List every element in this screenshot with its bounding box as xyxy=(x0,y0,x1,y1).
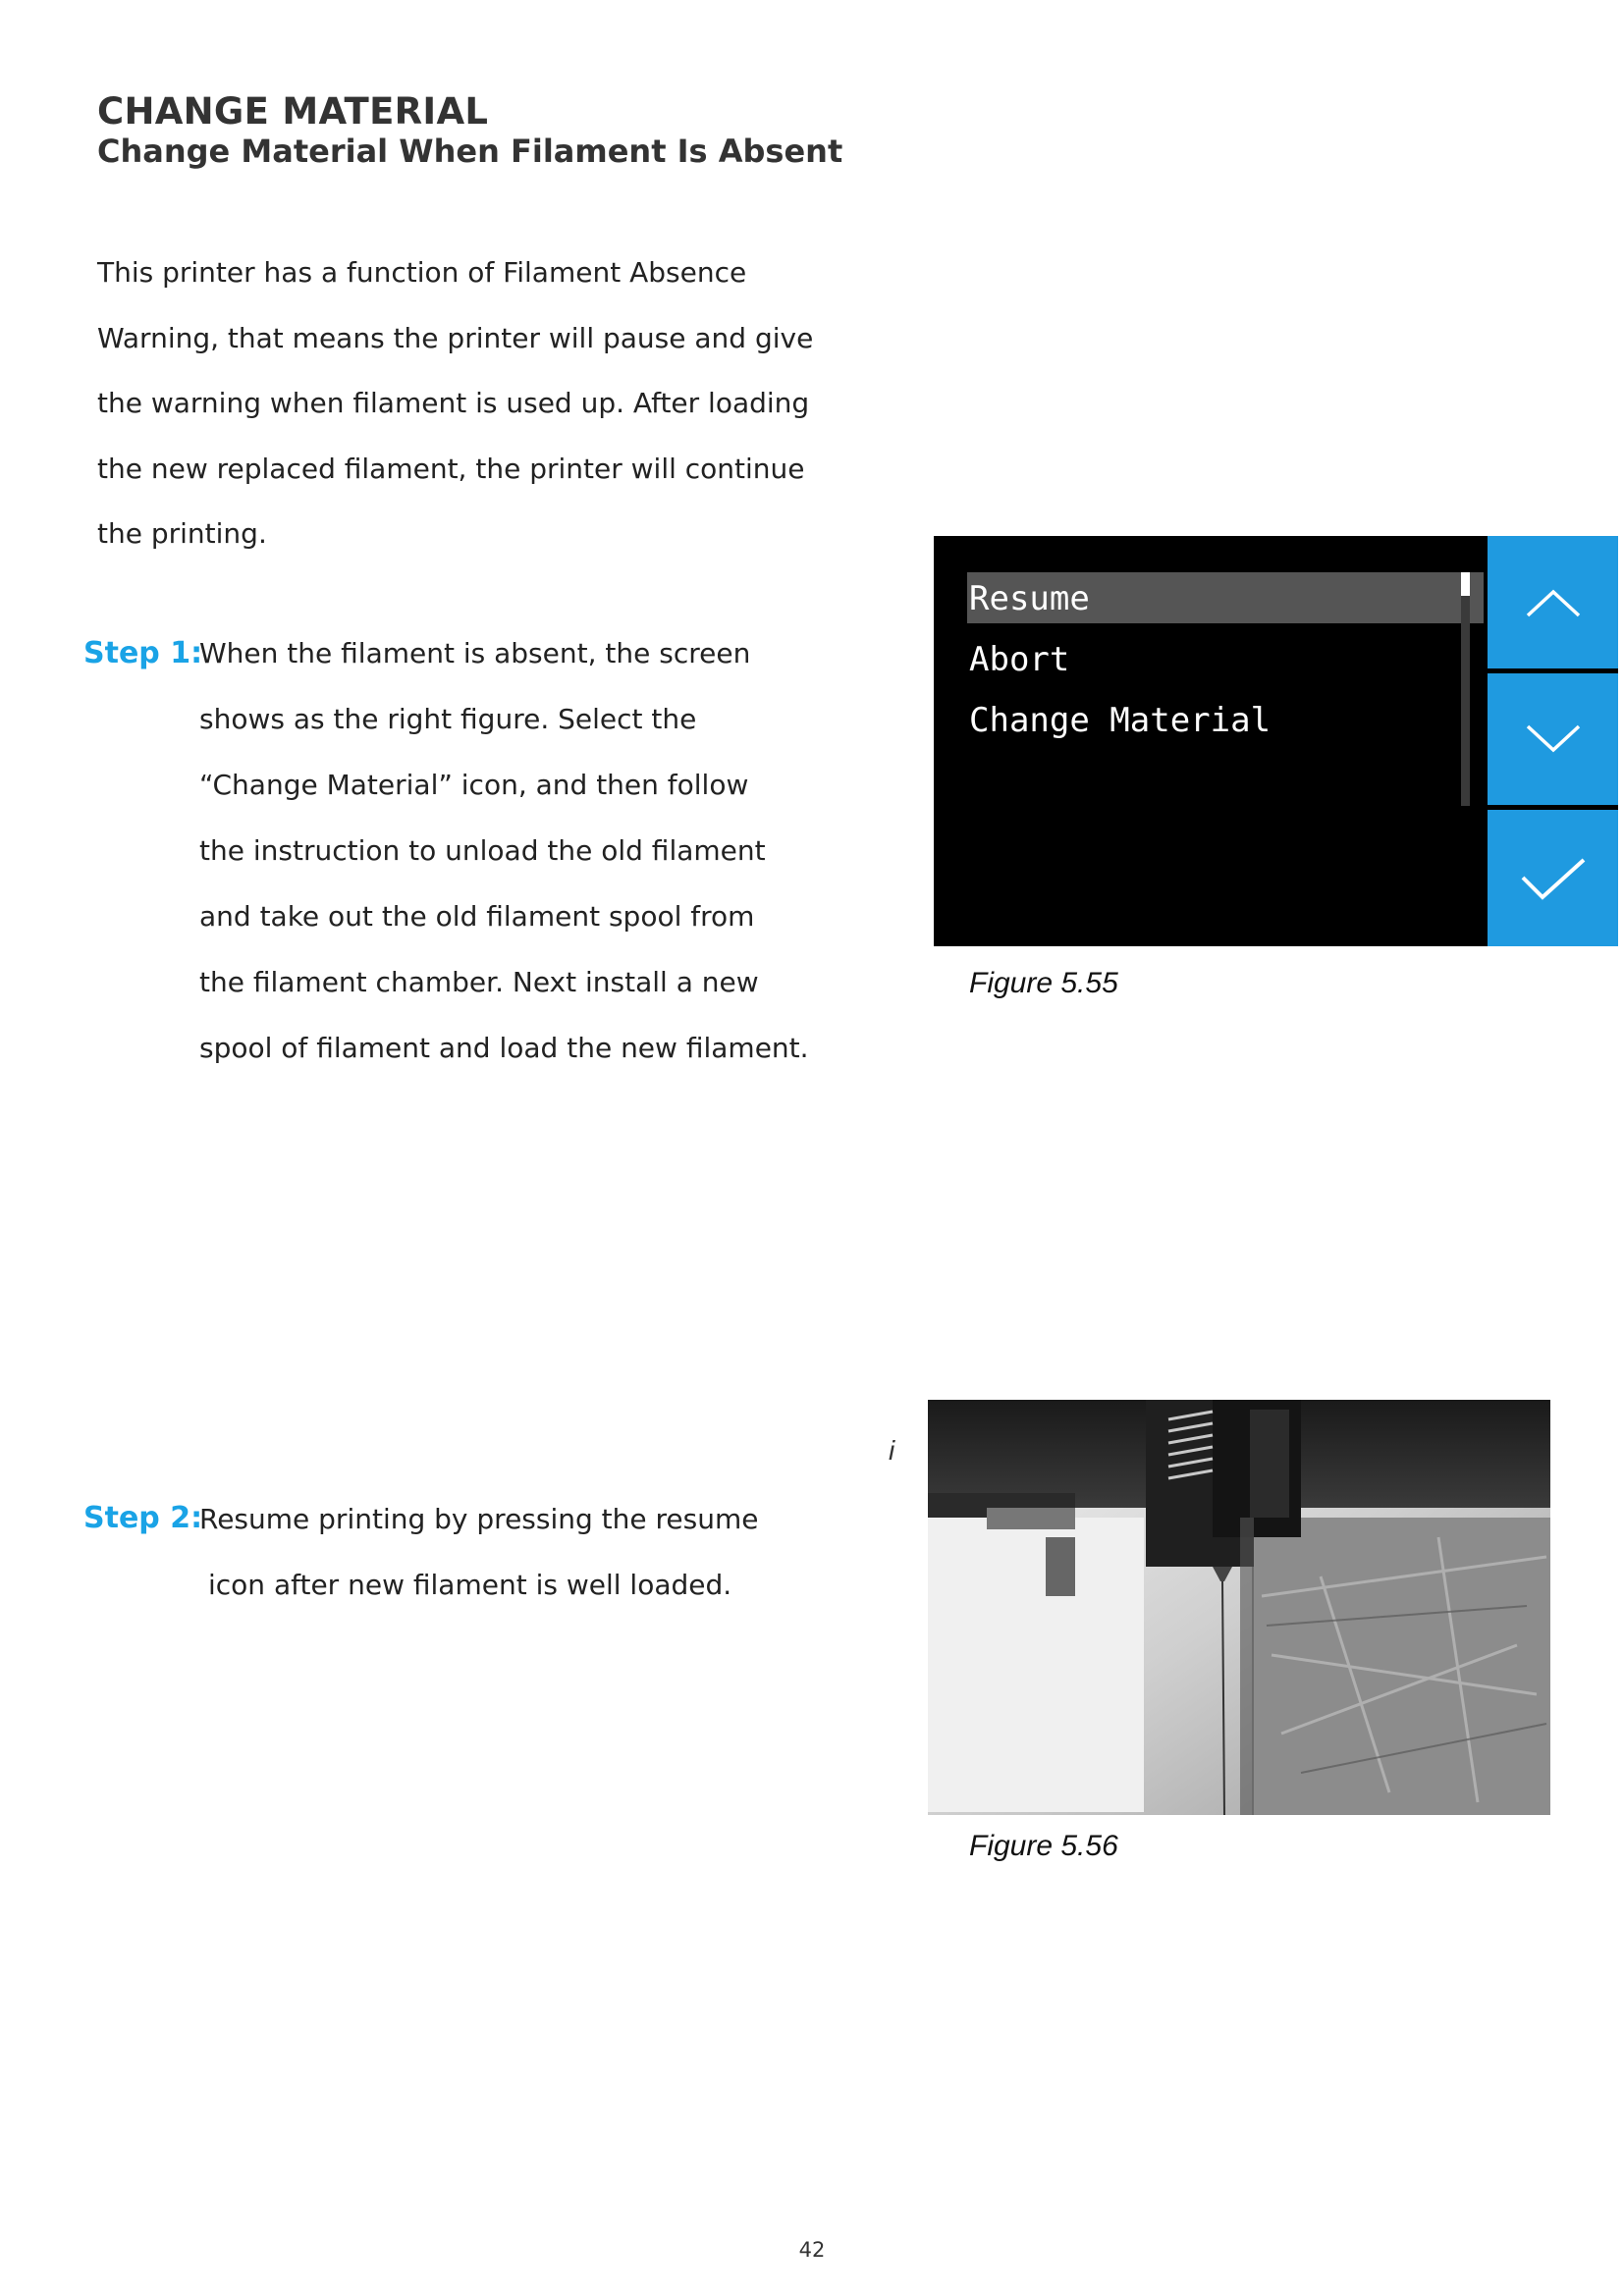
intro-line: the new replaced filament, the printer will continue xyxy=(97,452,805,485)
figure-caption-5-56: Figure 5.56 xyxy=(969,1830,1118,1862)
step1-line: the filament chamber. Next install a new xyxy=(199,966,759,998)
figure-caption-5-55: Figure 5.55 xyxy=(969,967,1118,999)
menu-item-change-material[interactable]: Change Material xyxy=(969,701,1272,740)
step2-line: Resume printing by pressing the resume xyxy=(199,1503,759,1535)
step1-line: the instruction to unload the old filament xyxy=(199,834,766,867)
page-subtitle: Change Material When Filament Is Absent xyxy=(97,133,843,170)
screen-up-button[interactable] xyxy=(1488,536,1618,668)
print-head-photo-illustration xyxy=(928,1400,1550,1815)
step1-line: “Change Material” icon, and then follow xyxy=(199,769,749,801)
screen-scrollbar-thumb[interactable] xyxy=(1461,572,1470,596)
printer-screen-figure xyxy=(934,536,1618,946)
step1-text xyxy=(199,620,809,1081)
intro-line: Warning, that means the printer will pause and give xyxy=(97,321,814,354)
step2-text xyxy=(199,1486,758,1618)
chevron-down-icon xyxy=(1524,722,1583,756)
intro-line: the printing. xyxy=(97,517,267,550)
screen-menu xyxy=(967,572,1484,755)
step1-line: spool of filament and load the new filament. xyxy=(199,1032,809,1064)
step2-label: Step 2: xyxy=(83,1501,203,1535)
screen-confirm-button[interactable] xyxy=(1488,810,1618,946)
stray-mark: i xyxy=(889,1435,895,1466)
step2-line: icon after new filament is well loaded. xyxy=(208,1569,732,1601)
menu-item-abort[interactable]: Abort xyxy=(969,640,1070,679)
step1-line: shows as the right figure. Select the xyxy=(199,703,697,735)
page-title: CHANGE MATERIAL xyxy=(97,90,489,133)
screen-scrollbar[interactable] xyxy=(1461,572,1470,806)
check-icon xyxy=(1519,854,1588,903)
intro-line: the warning when filament is used up. After loading xyxy=(97,387,810,419)
print-head-photo xyxy=(928,1400,1550,1815)
step1-line: and take out the old filament spool from xyxy=(199,900,755,933)
step1-label: Step 1: xyxy=(83,636,203,670)
page-number: 42 xyxy=(798,2238,826,2262)
screen-down-button[interactable] xyxy=(1488,673,1618,805)
intro-line: This printer has a function of Filament Absence xyxy=(97,256,747,289)
step1-line: When the filament is absent, the screen xyxy=(199,637,751,669)
intro-paragraph xyxy=(97,240,814,567)
chevron-up-icon xyxy=(1524,586,1583,619)
menu-item-resume[interactable]: Resume xyxy=(967,572,1484,623)
